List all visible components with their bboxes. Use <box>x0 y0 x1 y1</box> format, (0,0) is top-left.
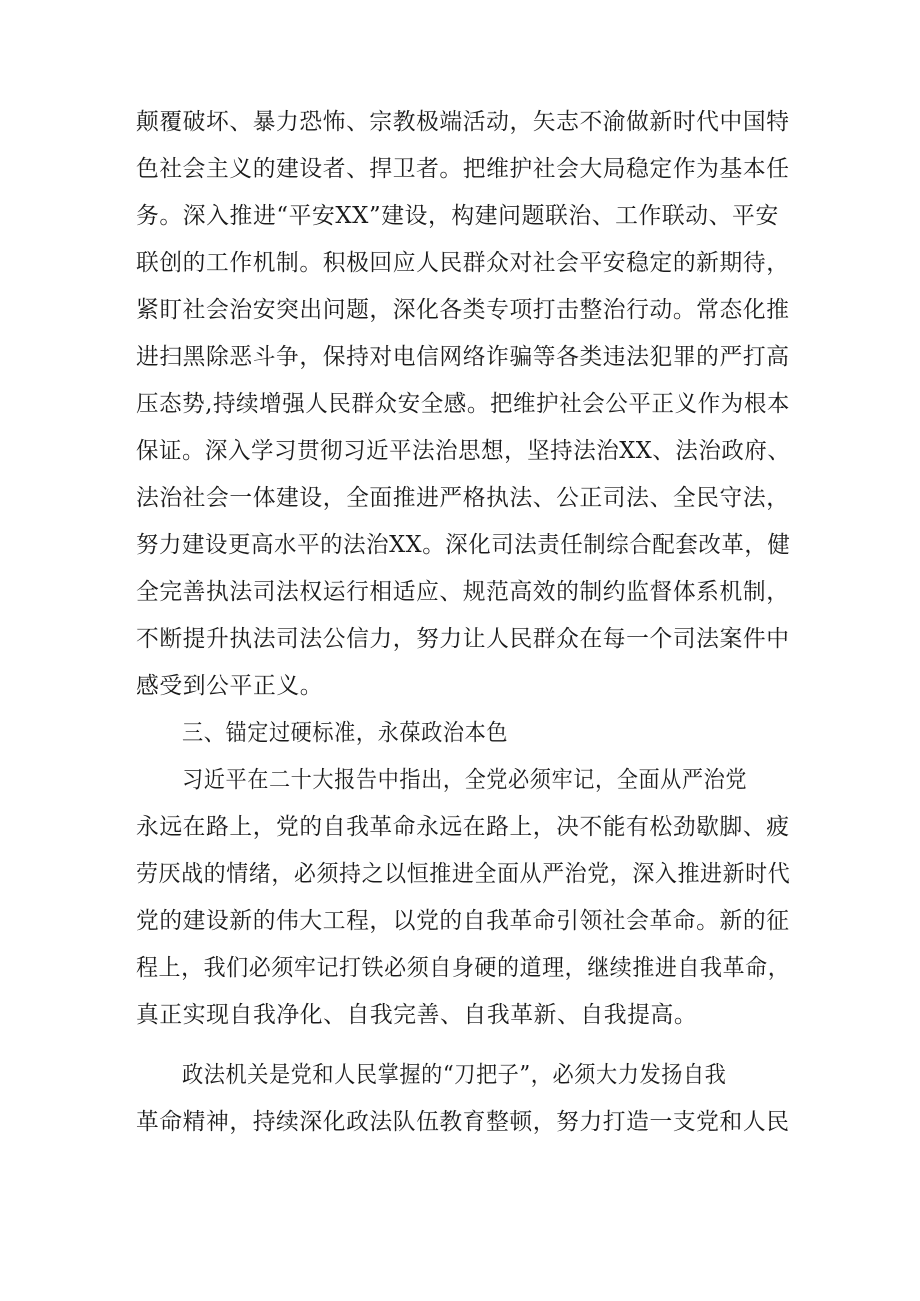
paragraph-line: 革命精神，持续深化政法队伍教育整顿，努力打造一支党和人民 <box>136 1109 790 1135</box>
paragraph-line: 压态势,持续增强人民群众安全感。把维护社会公平正义作为根本 <box>136 391 791 417</box>
paragraph-line: 联创的工作机制。积极回应人民群众对社会平安稳定的新期待， <box>136 250 790 276</box>
paragraph-line: 程上，我们必须牢记打铁必须自身硬的道理，继续推进自我革命， <box>136 955 791 981</box>
paragraph-line: 色社会主义的建设者、捍卫者。把维护社会大局稳定作为基本任 <box>136 156 790 182</box>
section-heading: 三、锚定过硬标准，永葆政治本色 <box>182 720 509 746</box>
paragraph-line: 全完善执法司法权运行相适应、规范高效的制约监督体系机制， <box>136 579 790 605</box>
paragraph-line: 感受到公平正义。 <box>136 673 324 699</box>
paragraph-line: 真正实现自我净化、自我完善、自我革新、自我提高。 <box>136 1002 698 1028</box>
paragraph-line: 习近平在二十大报告中指出，全党必须牢记，全面从严治党 <box>182 767 748 793</box>
paragraph-line: 保证。深入学习贯彻习近平法治思想，坚持法治XX、法治政府、 <box>136 438 791 464</box>
paragraph-line: 颠覆破坏、暴力恐怖、宗教极端活动，矢志不渝做新时代中国特 <box>136 109 790 135</box>
paragraph-line: 务。深入推进“平安XX”建设，构建问题联治、工作联动、平安 <box>136 203 779 229</box>
paragraph-line: 法治社会一体建设，全面推进严格执法、公正司法、全民守法， <box>136 485 790 511</box>
paragraph-line: 不断提升执法司法公信力，努力让人民群众在每一个司法案件中 <box>136 626 790 652</box>
paragraph-line: 紧盯社会治安突出问题，深化各类专项打击整治行动。常态化推 <box>136 297 790 323</box>
paragraph-line: 党的建设新的伟大工程，以党的自我革命引领社会革命。新的征 <box>136 908 790 934</box>
paragraph-line: 进扫黑除恶斗争，保持对电信网络诈骗等各类违法犯罪的严打高 <box>136 344 790 370</box>
paragraph-line: 努力建设更高水平的法治XX。深化司法责任制综合配套改革，健 <box>136 532 791 558</box>
paragraph-line: 永远在路上，党的自我革命永远在路上，决不能有松劲歇脚、疲 <box>136 814 790 840</box>
paragraph-line: 政法机关是党和人民掌握的“刀把子”，必须大力发扬自我 <box>182 1062 727 1088</box>
paragraph-line: 劳厌战的情绪，必须持之以恒推进全面从严治党，深入推进新时代 <box>136 861 791 887</box>
